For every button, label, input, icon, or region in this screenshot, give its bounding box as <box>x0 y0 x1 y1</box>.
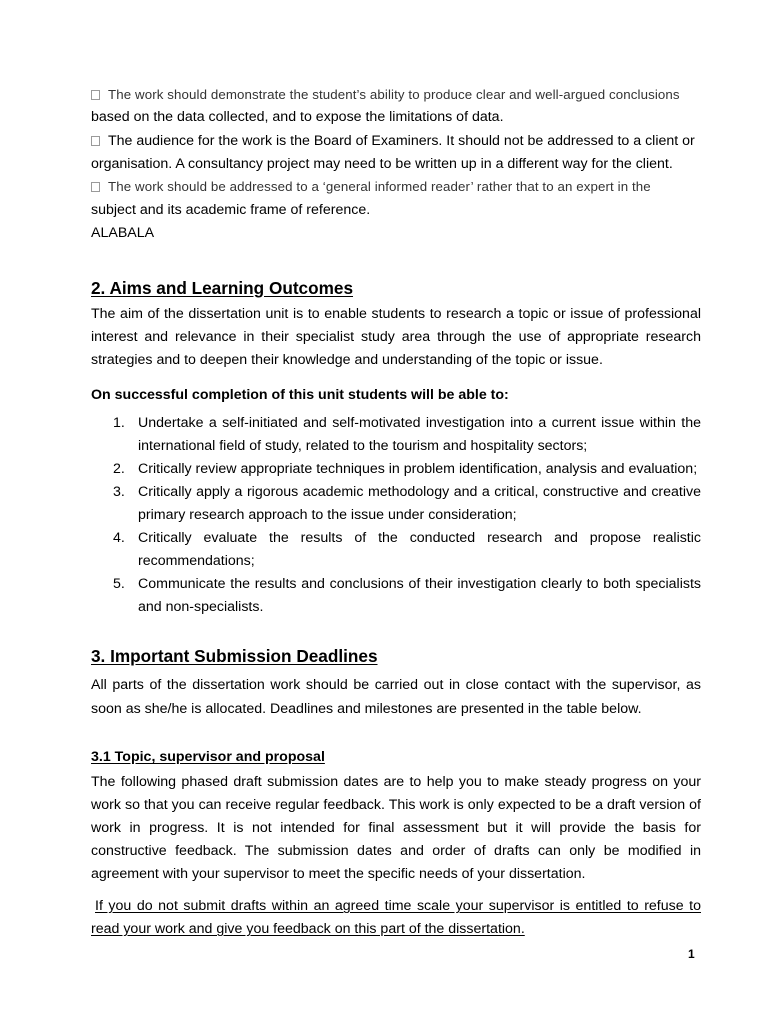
list-item <box>91 573 701 619</box>
list-item <box>91 458 701 481</box>
bullet-2-line-1 <box>91 132 695 150</box>
list-item <box>91 481 701 527</box>
list-item <box>91 412 701 458</box>
warning-paragraph: If you do not submit drafts within an agreed time scale your supervisor is entitled to refuse to read your work and give you feedback on this part of the dissertation. <box>91 898 701 937</box>
list-item <box>91 527 701 573</box>
list-item-text: Undertake a self-initiated and self-motivated investigation into a current issue within the international field of study, related to the tourism and hospitality sectors; <box>138 415 701 454</box>
outcomes-list <box>91 412 701 619</box>
list-item-text: Communicate the results and conclusions of their investigation clearly to both specialists and non-specialists. <box>138 576 701 615</box>
outcomes-intro: On successful completion of this unit students will be able to: <box>91 387 509 403</box>
missing-glyph-bullet-icon <box>91 90 100 100</box>
bullet-1-line-2: based on the data collected, and to expose the limitations of data. <box>91 109 504 125</box>
bullet-3-text: The work should be addressed to a ‘general informed reader’ rather that to an expert in the <box>108 179 651 194</box>
list-number: 5. <box>113 576 125 592</box>
bullet-2-line-2: organisation. A consultancy project may need to be written up in a different way for the client. <box>91 156 673 172</box>
list-item-text: Critically review appropriate techniques in problem identification, analysis and evaluation; <box>138 461 698 477</box>
subsection-3-1-heading: 3.1 Topic, supervisor and proposal <box>91 749 325 765</box>
section-2-paragraph: The aim of the dissertation unit is to enable students to research a topic or issue of professional interest and relevance in their specialist study area through the use of appropriate research strategies and to deepen their knowledge and understanding of the topic or issue. <box>91 306 701 368</box>
section-3-heading: 3. Important Submission Deadlines <box>91 646 378 666</box>
bullet-1-text: The work should demonstrate the student’s ability to produce clear and well-argued conclusions <box>108 87 680 102</box>
bullet-3-line-2: subject and its academic frame of reference. <box>91 202 371 218</box>
missing-glyph-bullet-icon <box>91 182 100 192</box>
missing-glyph-bullet-icon <box>91 136 100 146</box>
section-3-paragraph: All parts of the dissertation work should be carried out in close contact with the supervisor, as soon as she/he is allocated. Deadlines and milestones are presented in the table below. <box>91 677 701 717</box>
list-item-text: Critically apply a rigorous academic methodology and a critical, constructive and creative primary research approach to the issue under consideration; <box>138 484 701 523</box>
bullet-3-line-1 <box>91 178 651 196</box>
bullet-1-line-1 <box>91 86 680 104</box>
alabala-text: ALABALA <box>91 225 155 241</box>
bullet-2-text: The audience for the work is the Board of Examiners. It should not be addressed to a client or <box>108 133 695 149</box>
page-number: 1 <box>688 947 695 961</box>
subsection-3-1-paragraph: The following phased draft submission dates are to help you to make steady progress on your work so that you can receive regular feedback. This work is only expected to be a draft version of work in progress. It is not intended for final assessment but it will provide the basis for constructive feedback. The submission dates and order of drafts can only be modified in agreement with your supervisor to meet the specific needs of your dissertation. <box>91 774 701 882</box>
list-number: 4. <box>113 530 125 546</box>
list-item-text: Critically evaluate the results of the conducted research and propose realistic recommendations; <box>138 530 701 569</box>
list-number: 1. <box>113 415 125 431</box>
list-number: 2. <box>113 461 125 477</box>
section-2-heading: 2. Aims and Learning Outcomes <box>91 278 354 298</box>
list-number: 3. <box>113 484 125 500</box>
